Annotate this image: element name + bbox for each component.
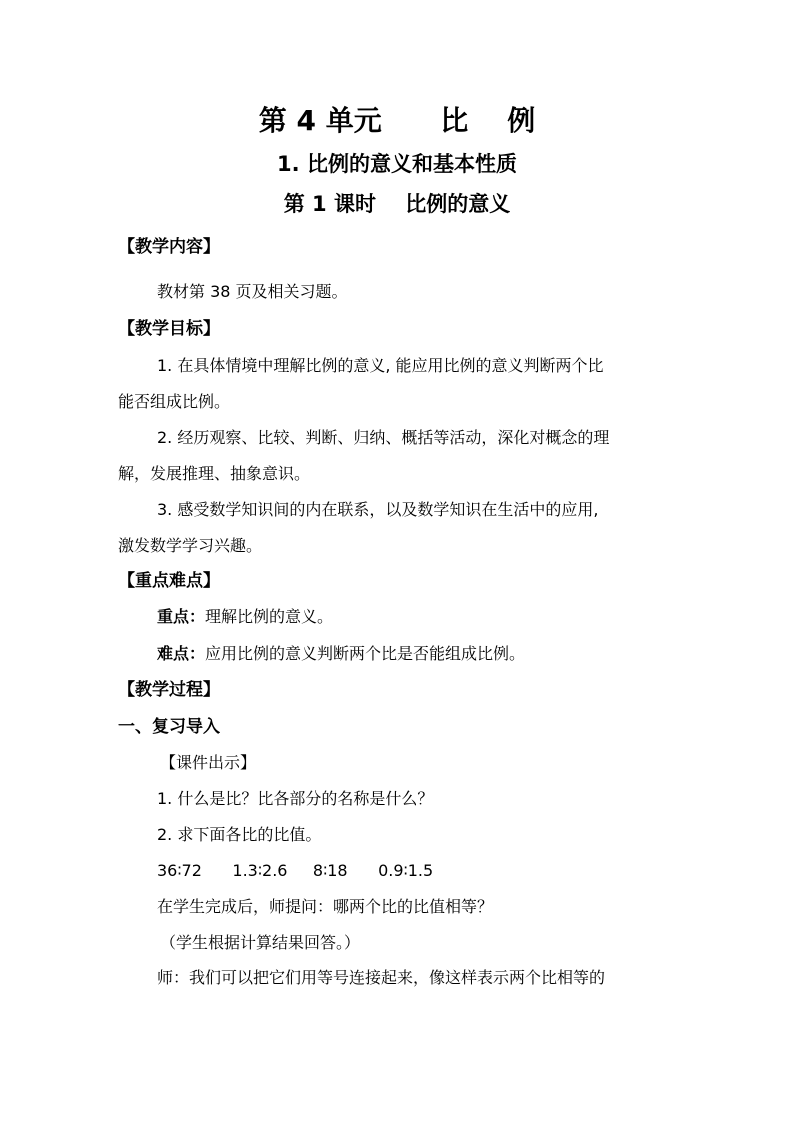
objective-3-line-1: 3. 感受数学知识间的内在联系，以及数学知识在生活中的应用, [157, 500, 599, 519]
difficult-point [157, 643, 525, 665]
teacher-explanation: 师：我们可以把它们用等号连接起来，像这样表示两个比相等的 [157, 968, 606, 987]
teacher-question: 在学生完成后，师提问：哪两个比的比值相等？ [157, 897, 494, 916]
key-point [157, 606, 333, 628]
objective-2-line-2: 解，发展推理、抽象意识。 [118, 464, 311, 483]
objective-3-line-2: 激发数学学习兴趣。 [118, 536, 263, 555]
content-text: 教材第 38 页及相关习题。 [157, 282, 348, 301]
difficult-point-label: 难点： [157, 644, 206, 663]
key-point-text: 理解比例的意义。 [205, 607, 334, 626]
key-point-label: 重点： [157, 607, 206, 626]
student-answer-note: （学生根据计算结果回答。） [160, 933, 361, 952]
content-heading: 【教学内容】 [118, 237, 220, 257]
question-1: 1. 什么是比？比各部分的名称是什么？ [157, 789, 434, 808]
difficult-point-text: 应用比例的意义判断两个比是否能组成比例。 [205, 644, 526, 663]
keypoints-heading: 【重点难点】 [118, 571, 220, 591]
objective-2-line-1: 2. 经历观察、比较、判断、归纳、概括等活动，深化对概念的理 [157, 428, 610, 447]
objective-1-line-2: 能否组成比例。 [118, 392, 231, 411]
objective-1-line-1: 1. 在具体情境中理解比例的意义, 能应用比例的意义判断两个比 [157, 356, 604, 375]
question-2: 2. 求下面各比的比值。 [157, 825, 322, 844]
process-heading: 【教学过程】 [118, 680, 220, 700]
process-part-1: 一、复习导入 [118, 717, 220, 737]
lesson-title: 第 1 课时 比例的意义 [283, 192, 511, 216]
objectives-heading: 【教学目标】 [118, 319, 220, 339]
unit-title: 第 4 单元 比 例 [258, 104, 536, 137]
section-title: 1. 比例的意义和基本性质 [277, 152, 517, 176]
courseware-label: 【课件出示】 [160, 753, 257, 772]
ratio-list: 36∶72 1.3∶2.6 8∶18 0.9∶1.5 [157, 861, 434, 880]
